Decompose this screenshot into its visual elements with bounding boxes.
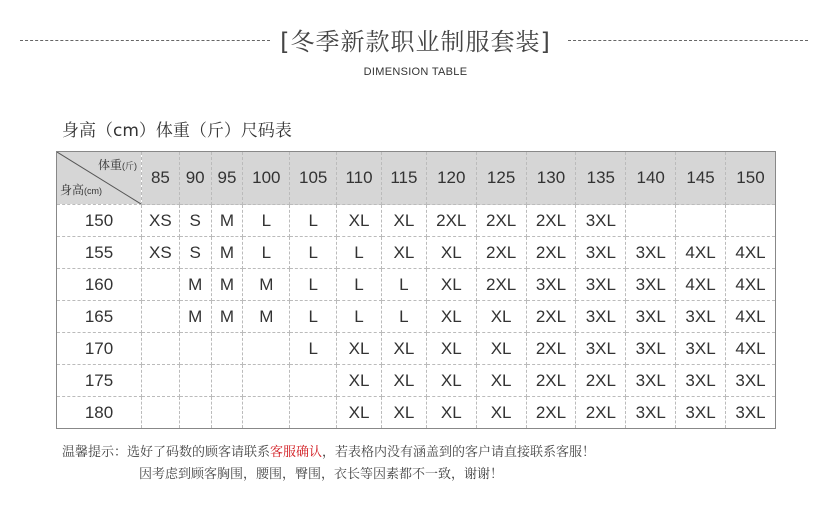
size-cell xyxy=(290,365,337,397)
size-cell: L xyxy=(337,301,382,333)
size-cell: 3XL xyxy=(676,301,726,333)
size-cell: 2XL xyxy=(426,205,476,237)
size-cell: 2XL xyxy=(526,397,576,429)
size-cell: M xyxy=(211,269,243,301)
size-cell: 2XL xyxy=(576,397,626,429)
size-cell: 2XL xyxy=(476,237,526,269)
size-cell: 2XL xyxy=(526,237,576,269)
size-cell: 4XL xyxy=(725,301,775,333)
size-cell: XL xyxy=(426,333,476,365)
size-cell xyxy=(179,397,211,429)
size-cell: 2XL xyxy=(526,301,576,333)
size-cell: M xyxy=(211,301,243,333)
size-cell: XS xyxy=(142,205,180,237)
size-cell: 3XL xyxy=(576,333,626,365)
tip-line-2: 因考虑到顾客胸围，腰围，臀围，衣长等因素都不一致，谢谢！ xyxy=(139,467,504,482)
size-cell: 3XL xyxy=(676,333,726,365)
size-cell: 3XL xyxy=(725,365,775,397)
size-cell: 3XL xyxy=(626,269,676,301)
table-row xyxy=(57,365,776,397)
table-row xyxy=(57,269,776,301)
size-cell: 3XL xyxy=(626,301,676,333)
size-cell xyxy=(626,205,676,237)
size-cell: 2XL xyxy=(526,333,576,365)
size-cell: XL xyxy=(476,301,526,333)
height-cell: 160 xyxy=(57,269,142,301)
corner-weight-label: 体重(斤) xyxy=(97,158,137,172)
size-cell: 2XL xyxy=(526,365,576,397)
size-cell: M xyxy=(211,237,243,269)
size-cell xyxy=(211,365,243,397)
size-cell: XL xyxy=(426,269,476,301)
size-cell: L xyxy=(290,237,337,269)
size-cell: XL xyxy=(426,397,476,429)
page-title: [冬季新款职业制服套装] xyxy=(280,28,551,56)
size-cell xyxy=(725,205,775,237)
size-cell: 3XL xyxy=(626,237,676,269)
weight-header: 125 xyxy=(476,152,526,205)
weight-header: 95 xyxy=(211,152,243,205)
size-cell: 4XL xyxy=(676,269,726,301)
weight-header: 150 xyxy=(725,152,775,205)
size-table xyxy=(56,151,776,429)
size-cell: 3XL xyxy=(626,333,676,365)
tip-prefix: 温馨提示： xyxy=(62,445,128,460)
size-cell xyxy=(243,365,290,397)
height-cell: 150 xyxy=(57,205,142,237)
size-cell: 3XL xyxy=(576,205,626,237)
tip-text-a: 选好了码数的顾客请联系 xyxy=(127,445,271,460)
tip-line-1 xyxy=(62,442,595,464)
weight-header: 85 xyxy=(142,152,180,205)
size-cell: XL xyxy=(337,365,382,397)
size-cell: 3XL xyxy=(576,269,626,301)
weight-header: 90 xyxy=(179,152,211,205)
size-cell xyxy=(142,365,180,397)
tip-note xyxy=(62,442,595,486)
size-cell: XS xyxy=(142,237,180,269)
size-cell xyxy=(211,333,243,365)
size-cell xyxy=(243,333,290,365)
size-cell xyxy=(142,397,180,429)
weight-header: 135 xyxy=(576,152,626,205)
size-cell: XL xyxy=(337,205,382,237)
size-cell: 3XL xyxy=(626,365,676,397)
size-cell: XL xyxy=(426,365,476,397)
size-cell: 3XL xyxy=(676,365,726,397)
size-cell: XL xyxy=(337,397,382,429)
size-cell: L xyxy=(381,269,426,301)
size-cell: L xyxy=(290,301,337,333)
size-cell: M xyxy=(243,269,290,301)
size-cell: 4XL xyxy=(725,333,775,365)
size-cell: L xyxy=(337,269,382,301)
size-cell xyxy=(676,205,726,237)
size-cell: XL xyxy=(426,301,476,333)
size-cell: L xyxy=(243,205,290,237)
size-cell: L xyxy=(290,333,337,365)
size-cell xyxy=(179,365,211,397)
table-row xyxy=(57,205,776,237)
size-cell: S xyxy=(179,205,211,237)
size-cell: XL xyxy=(381,397,426,429)
size-cell: M xyxy=(243,301,290,333)
table-row xyxy=(57,237,776,269)
size-cell: 3XL xyxy=(676,397,726,429)
size-cell xyxy=(179,333,211,365)
size-cell: M xyxy=(179,269,211,301)
size-cell: M xyxy=(179,301,211,333)
size-cell: L xyxy=(290,205,337,237)
weight-header: 100 xyxy=(243,152,290,205)
tip-text-b: ，若表格内没有涵盖到的客户请直接联系客服！ xyxy=(322,445,596,460)
height-cell: 180 xyxy=(57,397,142,429)
weight-header: 130 xyxy=(526,152,576,205)
size-cell: 2XL xyxy=(476,269,526,301)
size-cell: XL xyxy=(476,333,526,365)
size-cell: 3XL xyxy=(725,397,775,429)
corner-height-label: 身高(cm) xyxy=(60,183,103,197)
weight-header: 105 xyxy=(290,152,337,205)
size-cell: 2XL xyxy=(476,205,526,237)
size-cell xyxy=(243,397,290,429)
size-cell xyxy=(142,301,180,333)
size-cell: 2XL xyxy=(526,205,576,237)
size-cell: L xyxy=(337,237,382,269)
table-corner xyxy=(57,152,142,205)
size-cell: L xyxy=(290,269,337,301)
size-cell: 3XL xyxy=(576,237,626,269)
size-cell: 4XL xyxy=(725,269,775,301)
tip-highlight: 客服确认 xyxy=(270,445,323,460)
size-cell xyxy=(142,333,180,365)
size-cell: XL xyxy=(381,365,426,397)
height-cell: 165 xyxy=(57,301,142,333)
page-subtitle: DIMENSION TABLE xyxy=(363,66,468,78)
size-cell: XL xyxy=(381,333,426,365)
size-cell: 4XL xyxy=(725,237,775,269)
size-cell: XL xyxy=(337,333,382,365)
weight-header: 145 xyxy=(676,152,726,205)
size-cell: XL xyxy=(381,237,426,269)
height-cell: 170 xyxy=(57,333,142,365)
size-cell: L xyxy=(381,301,426,333)
size-cell: 3XL xyxy=(576,301,626,333)
weight-header-row xyxy=(57,152,776,205)
height-cell: 155 xyxy=(57,237,142,269)
weight-header: 120 xyxy=(426,152,476,205)
size-cell: 3XL xyxy=(626,397,676,429)
size-cell: S xyxy=(179,237,211,269)
weight-header: 140 xyxy=(626,152,676,205)
size-cell: 3XL xyxy=(526,269,576,301)
table-row xyxy=(57,301,776,333)
size-cell: XL xyxy=(476,397,526,429)
size-cell xyxy=(290,397,337,429)
size-cell: L xyxy=(243,237,290,269)
size-cell xyxy=(211,397,243,429)
weight-header: 115 xyxy=(381,152,426,205)
table-row xyxy=(57,397,776,429)
size-cell: 4XL xyxy=(676,237,726,269)
table-row xyxy=(57,333,776,365)
size-cell: XL xyxy=(381,205,426,237)
size-table-heading: 身高（cm）体重（斤）尺码表 xyxy=(62,121,292,141)
weight-header: 110 xyxy=(337,152,382,205)
size-cell: XL xyxy=(426,237,476,269)
size-cell xyxy=(142,269,180,301)
height-cell: 175 xyxy=(57,365,142,397)
size-cell: M xyxy=(211,205,243,237)
size-cell: 2XL xyxy=(576,365,626,397)
size-cell: XL xyxy=(476,365,526,397)
